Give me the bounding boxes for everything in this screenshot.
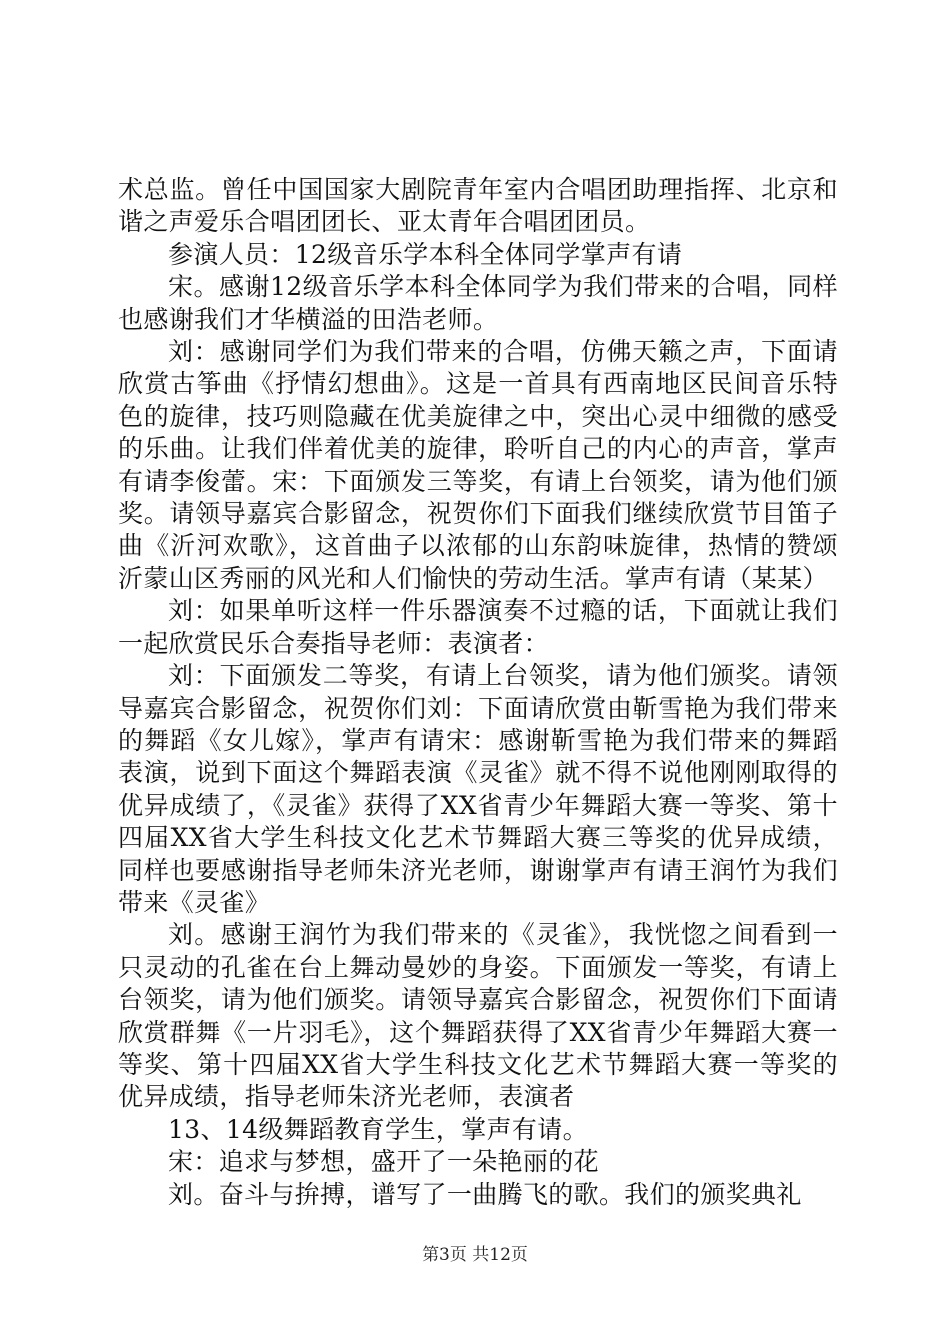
paragraph: 刘。奋斗与拚搏，谱写了一曲腾飞的歌。我们的颁奖典礼	[168, 1179, 802, 1209]
paragraph: 刘。感谢王润竹为我们带来的《灵雀》，我恍惚之间看到一只灵动的孔雀在台上舞动曼妙的身姿。下面颁发一等奖，有请上台领奖，请为他们颁奖。请领导嘉宾合影留念，祝贺你们下面请欣赏群舞《一片羽毛》，这个舞蹈获得了XX省青少年舞蹈大赛一等奖、第十四届XX省大学生科技文化艺术节舞蹈大赛一等奖的优异成绩，指导老师朱济光老师，表演者	[118, 920, 838, 1112]
paragraph: 宋。感谢12级音乐学本科全体同学为我们带来的合唱，同样也感谢我们才华横溢的田浩老师。	[118, 272, 838, 334]
paragraph: 刘：如果单听这样一件乐器演奏不过瘾的话，下面就让我们一起欣赏民乐合奏指导老师：表演者：	[118, 596, 838, 658]
paragraph: 刘：感谢同学们为我们带来的合唱，仿佛天籁之声，下面请欣赏古筝曲《抒情幻想曲》。这是一首具有西南地区民间音乐特色的旋律，技巧则隐藏在优美旋律之中，突出心灵中细微的感受的乐曲。让我们伴着优美的旋律，聆听自己的内心的声音，掌声有请李俊蕾。宋：下面颁发三等奖，有请上台领奖，请为他们颁奖。请领导嘉宾合影留念，祝贺你们下面我们继续欣赏节目笛子曲《沂河欢歌》，这首曲子以浓郁的山东韵味旋律，热情的赞颂沂蒙山区秀丽的风光和人们愉快的劳动生活。掌声有请（某某）	[118, 337, 838, 593]
paragraph: 宋：追求与梦想，盛开了一朵艳丽的花	[168, 1147, 599, 1177]
paragraph: 13、14级舞蹈教育学生，掌声有请。	[168, 1114, 588, 1144]
paragraph: 术总监。曾任中国国家大剧院青年室内合唱团助理指挥、北京和谐之声爱乐合唱团团长、亚太青年合唱团团员。	[118, 175, 838, 237]
page-number-footer: 第3页 共12页	[422, 1245, 528, 1265]
document-body	[118, 174, 838, 1211]
paragraph: 参演人员：12级音乐学本科全体同学掌声有请	[168, 239, 683, 269]
paragraph: 刘：下面颁发二等奖，有请上台领奖，请为他们颁奖。请领导嘉宾合影留念，祝贺你们刘：下面请欣赏由靳雪艳为我们带来的舞蹈《女儿嫁》，掌声有请宋：感谢靳雪艳为我们带来的舞蹈表演，说到下面这个舞蹈表演《灵雀》就不得不说他刚刚取得的优异成绩了，《灵雀》获得了XX省青少年舞蹈大赛一等奖、第十四届XX省大学生科技文化艺术节舞蹈大赛三等奖的优异成绩，同样也要感谢指导老师朱济光老师，谢谢掌声有请王润竹为我们带来《灵雀》	[118, 661, 838, 917]
